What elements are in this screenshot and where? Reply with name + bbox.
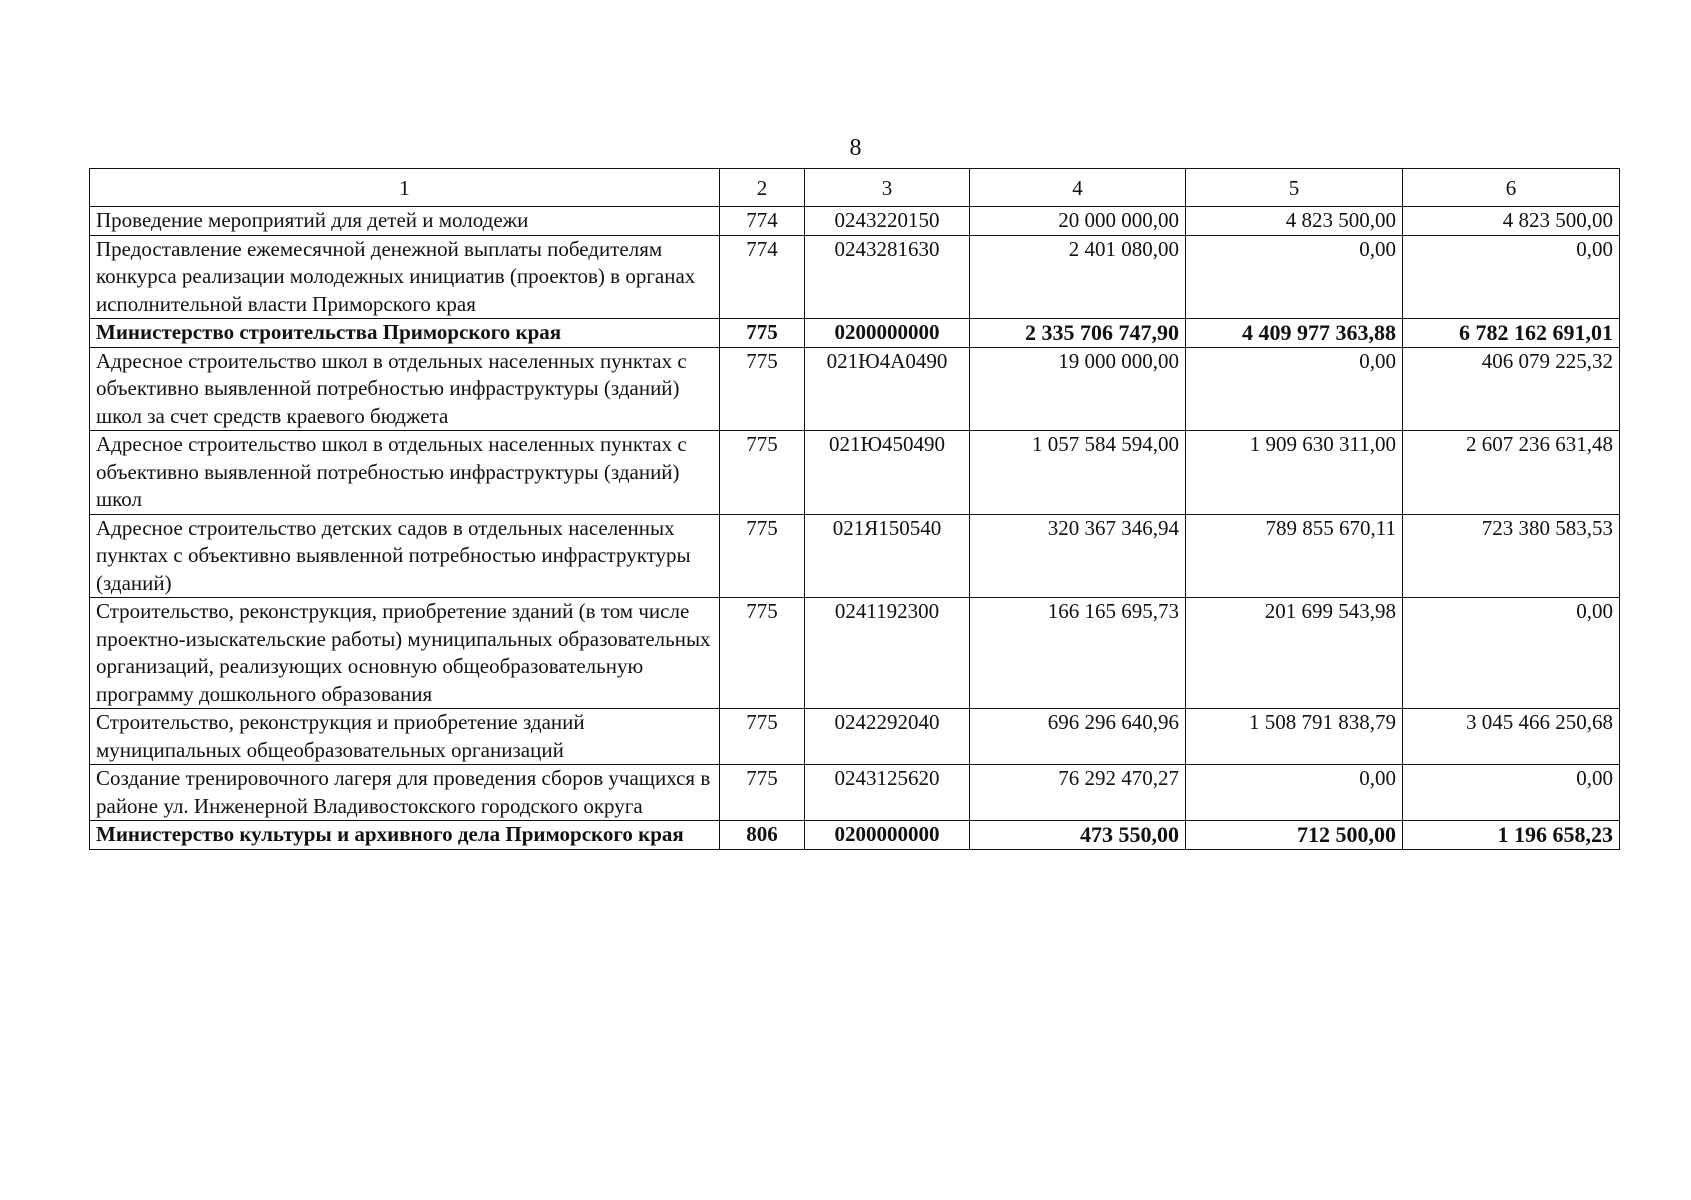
column-header: 3: [805, 169, 970, 207]
row-amount-col5: 712 500,00: [1186, 821, 1403, 850]
column-header: 1: [90, 169, 720, 207]
page-number: 8: [849, 135, 862, 161]
table-row-total: [90, 319, 1620, 348]
row-grbs-cell: 775: [720, 514, 805, 598]
table-row: [90, 514, 1620, 598]
row-amount-col4: 19 000 000,00: [970, 347, 1186, 431]
table-body: [90, 207, 1620, 850]
row-amount-col6: 2 607 236 631,48: [1403, 431, 1620, 515]
budget-table: [89, 168, 1620, 850]
row-code-cell: 0200000000: [805, 319, 970, 348]
row-grbs-cell: 775: [720, 319, 805, 348]
row-amount-col4: 2 335 706 747,90: [970, 319, 1186, 348]
row-grbs-cell: 774: [720, 207, 805, 236]
row-code-cell: 021Ю4А0490: [805, 347, 970, 431]
row-amount-col5: 4 823 500,00: [1186, 207, 1403, 236]
row-name-cell: Создание тренировочного лагеря для проведения сборов учащихся в районе ул. Инженерной Владивостокского городского округа: [90, 765, 720, 821]
row-code-cell: 021Ю450490: [805, 431, 970, 515]
row-amount-col4: 20 000 000,00: [970, 207, 1186, 236]
row-name-cell: Адресное строительство школ в отдельных населенных пунктах с объективно выявленной потребностью инфраструктуры (зданий) школ: [90, 431, 720, 515]
row-name-cell: Адресное строительство детских садов в отдельных населенных пунктах с объективно выявленной потребностью инфраструктуры (зданий): [90, 514, 720, 598]
row-code-cell: 0243125620: [805, 765, 970, 821]
row-code-cell: 021Я150540: [805, 514, 970, 598]
row-amount-col6: 6 782 162 691,01: [1403, 319, 1620, 348]
table-row-total: [90, 821, 1620, 850]
row-code-cell: 0241192300: [805, 598, 970, 709]
table-row: [90, 207, 1620, 236]
row-name-cell: Министерство культуры и архивного дела Приморского края: [90, 821, 720, 850]
row-amount-col5: 1 909 630 311,00: [1186, 431, 1403, 515]
row-name-cell: Строительство, реконструкция, приобретение зданий (в том числе проектно-изыскательские работы) муниципальных образовательных организаций, реализующих основную общеобразовательную программу дошкольного образования: [90, 598, 720, 709]
row-amount-col6: 4 823 500,00: [1403, 207, 1620, 236]
row-amount-col5: 789 855 670,11: [1186, 514, 1403, 598]
row-grbs-cell: 775: [720, 431, 805, 515]
table-row: [90, 431, 1620, 515]
row-code-cell: 0200000000: [805, 821, 970, 850]
row-amount-col5: 201 699 543,98: [1186, 598, 1403, 709]
row-amount-col4: 1 057 584 594,00: [970, 431, 1186, 515]
column-header: 5: [1186, 169, 1403, 207]
table-row: [90, 347, 1620, 431]
row-amount-col4: 320 367 346,94: [970, 514, 1186, 598]
row-amount-col6: 0,00: [1403, 598, 1620, 709]
row-amount-col6: 0,00: [1403, 235, 1620, 319]
row-grbs-cell: 775: [720, 598, 805, 709]
row-name-cell: Проведение мероприятий для детей и молодежи: [90, 207, 720, 236]
row-code-cell: 0243281630: [805, 235, 970, 319]
row-amount-col6: 723 380 583,53: [1403, 514, 1620, 598]
header-row: [90, 169, 1620, 207]
row-amount-col5: 0,00: [1186, 235, 1403, 319]
table-row: [90, 235, 1620, 319]
table-row: [90, 709, 1620, 765]
row-amount-col4: 696 296 640,96: [970, 709, 1186, 765]
row-name-cell: Строительство, реконструкция и приобретение зданий муниципальных общеобразовательных организаций: [90, 709, 720, 765]
row-grbs-cell: 775: [720, 709, 805, 765]
row-amount-col5: 1 508 791 838,79: [1186, 709, 1403, 765]
row-name-cell: Адресное строительство школ в отдельных населенных пунктах с объективно выявленной потребностью инфраструктуры (зданий) школ за счет средств краевого бюджета: [90, 347, 720, 431]
row-grbs-cell: 775: [720, 765, 805, 821]
row-amount-col6: 3 045 466 250,68: [1403, 709, 1620, 765]
row-amount-col5: 4 409 977 363,88: [1186, 319, 1403, 348]
row-name-cell: Предоставление ежемесячной денежной выплаты победителям конкурса реализации молодежных инициатив (проектов) в органах исполнительной власти Приморского края: [90, 235, 720, 319]
table-row: [90, 598, 1620, 709]
row-amount-col4: 2 401 080,00: [970, 235, 1186, 319]
row-grbs-cell: 806: [720, 821, 805, 850]
row-amount-col6: 406 079 225,32: [1403, 347, 1620, 431]
row-amount-col6: 0,00: [1403, 765, 1620, 821]
row-code-cell: 0243220150: [805, 207, 970, 236]
row-amount-col4: 473 550,00: [970, 821, 1186, 850]
row-amount-col4: 76 292 470,27: [970, 765, 1186, 821]
column-header: 4: [970, 169, 1186, 207]
row-name-cell: Министерство строительства Приморского края: [90, 319, 720, 348]
row-grbs-cell: 774: [720, 235, 805, 319]
row-amount-col5: 0,00: [1186, 765, 1403, 821]
row-grbs-cell: 775: [720, 347, 805, 431]
row-amount-col6: 1 196 658,23: [1403, 821, 1620, 850]
row-amount-col4: 166 165 695,73: [970, 598, 1186, 709]
column-header: 6: [1403, 169, 1620, 207]
column-header: 2: [720, 169, 805, 207]
table-row: [90, 765, 1620, 821]
row-amount-col5: 0,00: [1186, 347, 1403, 431]
row-code-cell: 0242292040: [805, 709, 970, 765]
